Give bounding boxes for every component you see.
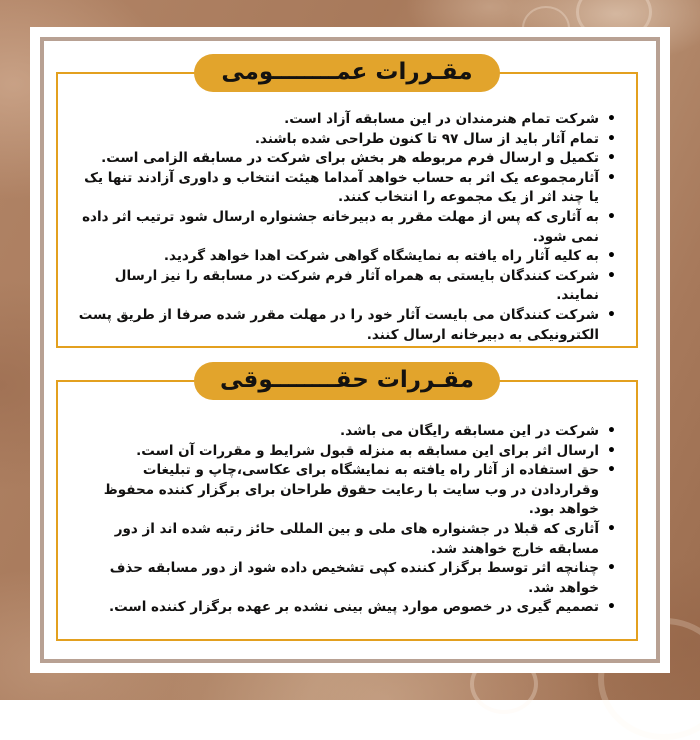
rule-item: • آثاری که قبلا در جشنواره های ملی و بین المللی حائز رتبه شده اند از دور مسابقه خارج خواهند شد. [72, 520, 620, 559]
rule-item: • ارسال اثر برای این مسابقه به منزله قبول شرایط و مقررات آن است. [72, 442, 620, 462]
legal-rules-title: مقـررات حقــــــــوقی [220, 367, 474, 393]
rule-item: • شرکت کنندگان می بایست آثار خود را در مهلت مقرر شده صرفا از طریق پست الکترونیکی به دبیرخانه ارسال کنند. [72, 306, 620, 345]
section-legal-rules [56, 367, 638, 641]
rule-item: • شرکت تمام هنرمندان در این مسابقه آزاد است. [72, 110, 620, 130]
general-rules-list [58, 74, 636, 345]
legal-rules-list [58, 382, 636, 618]
general-rules-banner [194, 54, 500, 92]
general-rules-title: مقـررات عمــــــــومی [221, 59, 473, 85]
rule-item: • به کلیه آثار راه یافته به نمایشگاه گواهی شرکت اهدا خواهد گردید. [72, 247, 620, 267]
rule-item: • شرکت کنندگان بایستی به همراه آثار فرم شرکت در مسابقه را نیز ارسال نمایند. [72, 267, 620, 306]
legal-rules-banner [194, 362, 500, 400]
rule-item: • تمام آثار باید از سال ۹۷ تا کنون طراحی شده باشند. [72, 130, 620, 150]
poster-card [30, 27, 670, 673]
rule-item: • شرکت در این مسابقه رایگان می باشد. [72, 422, 620, 442]
section-general-rules [56, 59, 638, 348]
rule-item: • تصمیم گیری در خصوص موارد پیش بینی نشده بر عهده برگزار کننده است. [72, 598, 620, 618]
rule-item: • تکمیل و ارسال فرم مربوطه هر بخش برای شرکت در مسابقه الزامی است. [72, 149, 620, 169]
rule-item: • آثارمجموعه یک اثر به حساب خواهد آمداما هیئت انتخاب و داوری آزادند تنها یک یا چند اثر از یک مجموعه را انتخاب کنند. [72, 169, 620, 208]
rule-item: • چنانچه اثر توسط برگزار کننده کپی تشخیص داده شود از دور مسابقه حذف خواهد شد. [72, 559, 620, 598]
rule-item: • حق استفاده از آثار راه یافته به نمایشگاه برای عکاسی،چاپ و تبلیغات وقراردادن در وب سایت با رعایت حقوق طراحان برای برگزار کننده محفوظ خواهد بود. [72, 461, 620, 520]
rule-item: • به آثاری که پس از مهلت مقرر به دبیرخانه جشنواره ارسال شود ترتیب اثر داده نمی شود. [72, 208, 620, 247]
